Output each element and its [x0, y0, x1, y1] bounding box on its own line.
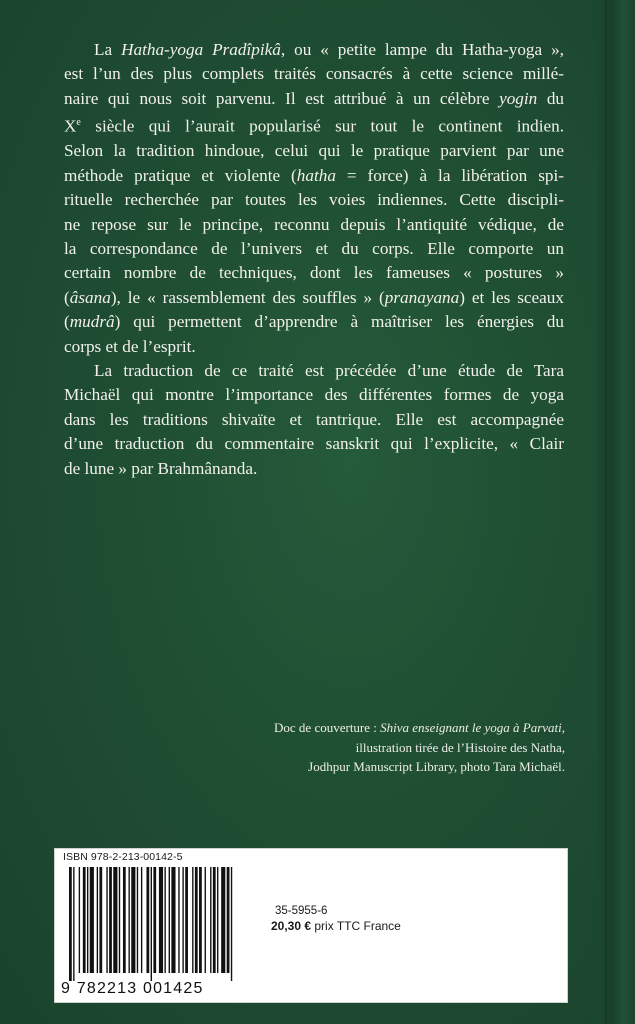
reference-code: 35-5955-6: [275, 905, 328, 917]
blurb-text-run: certain nombre de techniques, dont les fameuses « postures »: [64, 263, 564, 283]
barcode-bar: [99, 867, 102, 973]
blurb-text-run: la correspondance de l’univers et du corps. Elle comporte un: [64, 238, 564, 258]
barcode-bar: [153, 867, 156, 973]
blurb-line: [64, 408, 564, 432]
blurb-text-run: est l’un des plus complets traités consacrés à cette science millé-: [64, 64, 564, 84]
italic-term: hatha: [296, 165, 336, 185]
barcode-bar: [199, 867, 202, 973]
blurb-paragraph-2: [64, 359, 564, 481]
barcode-bar: [146, 867, 149, 973]
barcode-digits: 9 782213 001425: [61, 980, 204, 997]
barcode-bar: [123, 867, 126, 973]
blurb-line: [64, 432, 564, 456]
blurb-text-run: corps et de l’esprit.: [64, 336, 196, 356]
italic-term: pranayana: [384, 287, 460, 307]
blurb-text-run: ne repose sur le principe, reconnu depuis l’antiquité védique, de: [64, 214, 564, 234]
barcode-bar: [185, 867, 188, 973]
blurb-line: [64, 335, 564, 359]
blurb-paragraph-1: [64, 38, 564, 359]
blurb-line: [64, 38, 564, 62]
price-block: [271, 905, 401, 933]
barcode-bar: [227, 867, 230, 973]
barcode-bar: [164, 867, 165, 973]
barcode-bar: [178, 867, 179, 973]
barcode-bar: [231, 867, 232, 981]
barcode-label: [54, 848, 568, 1003]
blurb-line: [64, 213, 564, 237]
blurb-line: [64, 310, 564, 334]
barcode-bar: [213, 867, 216, 973]
blurb-line: [64, 359, 564, 383]
barcode-bar: [192, 867, 193, 973]
barcode-bar: [106, 867, 107, 973]
barcode-bar: [119, 867, 120, 973]
blurb-text-run: d’une traduction du commentaire sanskrit qui l’explicite, « Clair: [64, 434, 564, 454]
italic-term: mudrâ: [69, 312, 115, 332]
barcode-bar: [128, 867, 129, 973]
barcode-bar: [87, 867, 88, 973]
blurb-line: [64, 457, 564, 481]
credit-line-1: [205, 718, 565, 738]
barcode-bar: [159, 867, 163, 973]
spine-edge: [597, 0, 635, 1024]
barcode-bar: [151, 867, 152, 981]
blurb-text-run: naire qui nous soit parvenu. Il est attribué à un célèbre: [64, 88, 500, 108]
barcode-bar: [97, 867, 98, 973]
blurb-line: [64, 62, 564, 86]
blurb-text-run: méthode pratique et violente (: [64, 165, 297, 185]
blurb-text-run: de lune » par Brahmânanda.: [64, 458, 258, 478]
barcode-bar: [169, 867, 170, 973]
credit-artwork-title: Shiva enseignant le yoga à Parvati: [380, 720, 562, 735]
blurb-text-run: Selon la tradition hindoue, celui qui le pratique parvient par une: [64, 141, 564, 161]
blurb-text-run: ) et les sceaux: [459, 287, 564, 307]
blurb-text-run: siècle qui l’aurait popularisé sur tout le continent indien.: [80, 116, 564, 136]
blurb-text-run: La: [94, 40, 122, 59]
blurb-text-run: ), le « rassemblement des souffles » (: [110, 287, 385, 307]
italic-term: Hatha-yoga Pradîpikâ: [121, 40, 281, 59]
price-line: [271, 919, 401, 933]
blurb-text-run: = force) à la libération spi-: [335, 165, 564, 185]
blurb-text-run: e: [76, 117, 81, 129]
barcode-bar: [171, 867, 175, 973]
barcode-bar: [141, 867, 142, 973]
price-value: 20,30 €: [271, 919, 312, 933]
blurb-line: [64, 261, 564, 285]
credit-line-3: Jodhpur Manuscript Library, photo Tara Michaël.: [308, 759, 565, 774]
blurb-line: [64, 188, 564, 212]
barcode-bar: [109, 867, 112, 973]
blurb-text-run: La traduction de ce traité est précédée d’une étude de Tara: [94, 361, 564, 381]
blurb-text-run: , ou « petite lampe du Hatha-yoga »,: [280, 40, 564, 59]
barcode-bar: [205, 867, 206, 973]
barcode-bar: [79, 867, 80, 973]
blurb-text-run: dans les traditions shivaïte et tantrique. Elle est accompagnée: [64, 409, 564, 429]
credit-prefix: Doc de couverture :: [274, 720, 381, 735]
blurb-text: [64, 38, 564, 481]
barcode-bar: [83, 867, 86, 973]
credit-line-2: illustration tirée de l’Histoire des Natha,: [355, 739, 565, 755]
blurb-text-run: ) qui permettent d’apprendre à maîtriser les énergies du: [114, 312, 564, 332]
barcode-bar: [69, 867, 72, 981]
cover-credit: [205, 718, 565, 777]
blurb-line: [64, 286, 564, 310]
blurb-line: [64, 139, 564, 163]
barcode-bar: [195, 867, 198, 973]
isbn-number: ISBN 978-2-213-00142-5: [63, 851, 183, 863]
blurb-text-run: (: [64, 312, 70, 332]
barcode-bar: [217, 867, 218, 973]
credit-suffix: ,: [561, 720, 565, 735]
blurb-text-run: Michaël qui montre l’importance des différentes formes de yoga: [64, 385, 564, 405]
price-suffix: prix TTC France: [311, 919, 401, 933]
barcode-bar: [73, 867, 74, 981]
blurb-line: [64, 237, 564, 261]
blurb-line: [64, 111, 564, 139]
barcode-bar: [210, 867, 211, 973]
italic-term: âsana: [69, 287, 111, 307]
barcode-bar: [182, 867, 183, 973]
barcode-bar: [131, 867, 135, 973]
blurb-text-run: rituelle recherchée par toutes les voies indiennes. Cette discipli-: [64, 190, 564, 210]
blurb-line: [64, 87, 564, 111]
barcode-bar: [137, 867, 138, 973]
blurb-text-run: (: [64, 287, 70, 307]
barcode-bar: [90, 867, 94, 973]
blurb-text-run: du: [537, 88, 565, 108]
blurb-line: [64, 383, 564, 407]
barcode-bar: [221, 867, 225, 973]
blurb-text-run: X: [64, 116, 77, 136]
barcode-image: [69, 867, 235, 981]
blurb-line: [64, 164, 564, 188]
italic-term: yogin: [499, 88, 538, 108]
barcode-bar: [113, 867, 117, 973]
